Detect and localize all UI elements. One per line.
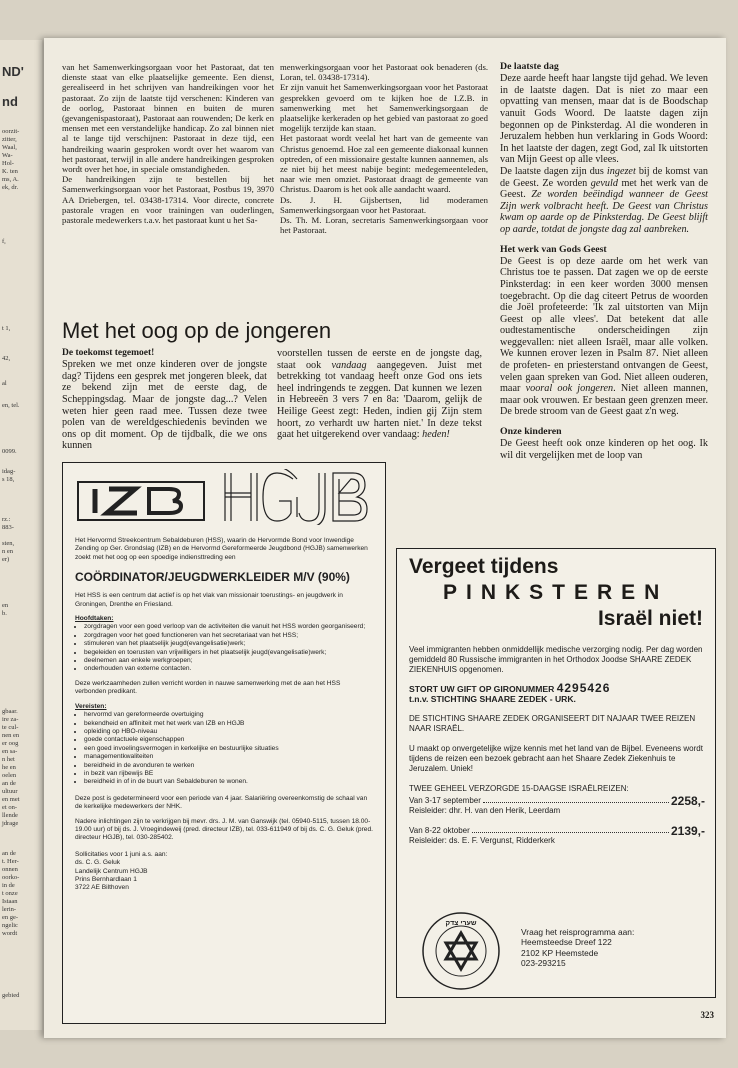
ad-tasks-label: Hoofdtaken: <box>75 615 114 623</box>
ad-position: COÖRDINATOR/JEUGDWERKLEIDER M/V (90%) <box>75 570 350 585</box>
ad-task: • onderhouden van externe contacten. <box>84 665 373 673</box>
ad-requirements-list <box>75 711 373 787</box>
page-number: 323 <box>700 1010 714 1020</box>
prev-page-fragment: ms, A. <box>2 176 19 183</box>
prev-page-fragment: in de <box>2 882 15 889</box>
ad-requirement: • een goed invoelingsvermogen in kerkelijke en bestuurlijke situaties <box>84 745 373 753</box>
prev-page-fragment: llende <box>2 812 18 819</box>
prev-page-fragment: en, tel. <box>2 402 20 409</box>
prev-page-fragment: wordt <box>2 930 18 937</box>
ad-requirement: • managementkwaliteiten <box>84 753 373 761</box>
prev-page-fragment: ngelic <box>2 922 18 929</box>
ad-requirements-label: Vereisten: <box>75 702 107 710</box>
prev-page-fragment: jdrage <box>2 820 19 827</box>
prev-page-fragment: lerin- <box>2 906 17 913</box>
prev-page-fragment: er) <box>2 556 10 563</box>
prev-page-fragment: s 18, <box>2 476 15 483</box>
prev-page-fragment: 42, <box>2 355 11 362</box>
col2-paragraph-1: menwerkingsorgaan voor het Pastoraat ook benaderen (ds. Loran, tel. 03438-17314). <box>280 62 488 83</box>
contact-info: Vraag het reisprogramma aan: Heemsteedse Dreef 122 2102 KP Heemstede 023-293215 <box>521 927 635 969</box>
ad-task: • deelnemen aan enkele werkgroepen; <box>84 657 373 665</box>
prev-page-fragment: f, <box>2 238 6 245</box>
prev-page-fragment: Wa- <box>2 152 13 159</box>
israel-intro: Veel immigranten hebben onmiddellijk medische verzorging nodig. Per dag worden gemiddeld 80 Russische immigranten in het Orthodox Joodse SHAARE ZEDEK ZIEKENHUIS opgenomen. <box>409 645 703 674</box>
prev-page-fragment: nd <box>2 94 18 109</box>
prev-page-fragment: 883- <box>2 524 14 531</box>
prev-page-fragment: ND' <box>2 64 24 79</box>
ad-tasks-list <box>75 623 373 673</box>
prev-page-fragment: Istaan <box>2 898 18 905</box>
article-right-text: voorstellen tussen de eerste en de jongste dag, staat ook vandaag aangegeven. Juist met betrekking tot vandaag heeft onze God ons iets heel indringends te zeggen. Dat kunnen we lezen in Hebreeën 3 vers 7 en 8a: 'Daarom, gelijk de Heilige Geest zegt: Heden, indien gij Zijn stem hoort, zo verhardt uw harten niet.' In deze tekst gaat het uitgerekend over vandaag: heden! <box>277 348 482 441</box>
col3-paragraph-3: De Geest is op deze aarde om het werk van Christus toe te passen. Dat zagen we op de eerste Pinksterdag: in een keer worden 3000 mensen toegebracht. Op die dag citeert Petrus de woorden die Joël profeteerde: 'Ik zal uitstorten van Mijn Geest op alle vlees'. Dat betekent dat alle oudtestamentische onderscheidingen zijn weggevallen: niet alleen Israël, maar alle volken. We kunnen erover lezen in Psalm 87. Niet alleen de profeten- en priesterstand ontvangen de Geest, velen gaan spreken van God. Niet alleen ouderen, maar vooral ook jongeren. Niet alleen mannen, maar ook vrouwen. Er bestaan geen grenzen meer. De brede stroom van de Geest gaat z'n weg. <box>500 255 708 418</box>
ad-collaboration: Deze werkzaamheden zullen verricht worden in nauwe samenwerking met de aan het HSS verbonden predikant. <box>75 679 341 696</box>
prev-page-fragment: he en <box>2 764 16 771</box>
prev-page-fragment: oelen <box>2 772 17 779</box>
section-heading: Het werk van Gods Geest <box>500 243 607 255</box>
ad-intro: Het Hervormd Streekcentrum Sebaldeburen (HSS), waarin de Hervormde Bond voor Inwendige Zending op Ger. Grondslag (IZB) en de Hervormd Gereformeerde Jeugdbond (HGJB) samenwerken zoekt met het oog op een spoedige indiensttreding een <box>75 537 368 561</box>
prev-page-fragment: n en <box>2 548 14 555</box>
prev-page-fragment: 0099. <box>2 448 17 455</box>
prev-page-fragment: gebied <box>2 992 20 999</box>
trips-announcement: DE STICHTING SHAARE ZEDEK ORGANISEERT DIT NAJAAR TWEE REIZEN NAAR ISRAËL. <box>409 714 696 733</box>
prev-page-fragment: en met <box>2 796 20 803</box>
ad-requirement: • bekendheid en affiniteit met het werk van IZB en HGJB <box>84 720 373 728</box>
prev-page-fragment: ire za- <box>2 716 19 723</box>
col2-paragraph-3: Het pastoraat wordt veelal het hart van de gemeente van Christus genoemd. Hoe zal een gemeente diakonaal kunnen optreden, of een missionaire gestalte kunnen aannemen, als ze niet bij het meest nabije begint: medegemeenteleden, naar wie men omziet. Pastoraat draagt de gemeente van Christus. Daarom is het ook alle aandacht waard. <box>280 133 488 195</box>
shaare-zedek-advert <box>396 548 716 998</box>
section-heading: De laatste dag <box>500 61 559 72</box>
trip-1-price: 2258,- <box>670 794 705 808</box>
previous-page-strip <box>0 40 42 1030</box>
ad-hss-description: Het HSS is een centrum dat actief is op het vlak van missionair toerustings- en jeugdwerk in Groningen, Drenthe en Friesland. <box>75 592 343 608</box>
prev-page-fragment: en ge- <box>2 914 19 921</box>
prev-page-fragment: an de <box>2 780 16 787</box>
ad-apply-address: Sollicitaties voor 1 juni a.s. aan: ds. C. G. Geluk Landelijk Centrum HGJB Prins Bernhardlaan 1 3722 AE Bilthoven <box>75 850 168 892</box>
gift-line-2: t.n.v. STICHTING SHAARE ZEDEK - URK. <box>409 694 576 704</box>
prev-page-fragment: en sa- <box>2 748 18 755</box>
prev-page-fragment: te cul- <box>2 724 19 731</box>
hgjb-logo <box>221 469 371 525</box>
prev-page-fragment: ek, dr. <box>2 184 19 191</box>
gift-line: STORT UW GIFT OP GIRONUMMER 4295426 <box>409 681 611 695</box>
trip-2-line: Van 8-22 oktober 2139,- <box>409 824 705 838</box>
prev-page-fragment: en <box>2 602 9 609</box>
prev-page-fragment: onnen <box>2 866 18 873</box>
prev-page-fragment: oorko- <box>2 874 20 881</box>
giro-number: 4295426 <box>556 681 611 695</box>
prev-page-fragment: zitter, <box>2 136 17 143</box>
prev-page-fragment: et on- <box>2 804 17 811</box>
ad-requirement: • bereidheid in of in de buurt van Sebaldeburen te wonen. <box>84 778 373 786</box>
trips-heading: TWEE GEHEEL VERZORGDE 15-DAAGSE ISRAËLREIZEN: <box>409 784 629 793</box>
ad-task: • zorgdragen voor een goed verloop van de activiteiten die vanuit het HSS worden georganiseerd; <box>84 623 373 631</box>
hss-job-advert <box>62 462 386 1024</box>
ad-task: • stimuleren van het plaatselijk jeugd(evangelisatie)werk; <box>84 640 373 648</box>
ad-term: Deze post is gedetermineerd voor een periode van 4 jaar. Salariëring overeenkomstig de schaal van de kerkelijke medewerkers der NHK. <box>75 794 368 811</box>
prev-page-fragment: er oog <box>2 740 19 747</box>
prev-page-fragment: Hol- <box>2 160 14 167</box>
izb-logo <box>77 481 205 521</box>
prev-page-fragment: t onze <box>2 890 18 897</box>
column-1 <box>62 62 274 225</box>
col3-paragraph-4: De Geest heeft ook onze kinderen op het oog. Ik wil dit vergelijken met de loop van <box>500 438 708 461</box>
col2-signature-1: Ds. J. H. Gijsbertsen, lid moderamen Samenwerkingsorgaan voor het Pastoraat. <box>280 194 488 215</box>
ad-headline-1: Vergeet tijdens <box>409 555 559 578</box>
trip-2-leader: Reisleider: ds. E. F. Vergunst, Ridderkerk <box>409 836 555 845</box>
svg-text:שערי צדק: שערי צדק <box>445 920 477 927</box>
prev-page-fragment: rz.: <box>2 516 11 523</box>
col3-paragraph-1: Deze aarde heeft haar langste tijd gehad. We leven in de laatste dagen. Dat is niet zo maar een opvatting van mensen, maar dat is de Boodschap vanuit Gods Woord. De laatste dagen zijn begonnen op de Pinksterdag. Al die wonderen in Jeruzalem hebben hun verklaring in Gods Woord: In het laatste der dagen, zegt God, zal Ik uitstorten van Mijn Geest op alle vlees. <box>500 73 708 166</box>
ad-requirement: • in bezit van rijbewijs BE <box>84 770 373 778</box>
prev-page-fragment: K. ten <box>2 168 18 175</box>
article-subhead: De toekomst tegemoet! <box>62 348 155 358</box>
trip-1-line: Van 3-17 september 2258,- <box>409 794 705 808</box>
prev-page-fragment: ultuur <box>2 788 18 795</box>
section-heading: Onze kinderen <box>500 426 562 438</box>
ad-requirement: • bereidheid in de avonduren te werken <box>84 762 373 770</box>
article-title: Met het oog op de jongeren <box>62 318 332 343</box>
col3-paragraph-2: De laatste dagen zijn dus ingezet bij de komst van de Geest. Ze worden gevuld met het werk van de Geest. Ze worden beëindigd wanneer de Geest Zijn werk volbracht heeft. De Geest van Christus kwam op aarde op de Pinksterdag. De Geest blijft op aarde, totdat de jongste dag zal aanbreken. <box>500 165 708 235</box>
ad-requirement: • opleiding op HBO-niveau <box>84 728 373 736</box>
prev-page-fragment: t. Her- <box>2 858 19 865</box>
prev-page-fragment: idag- <box>2 468 16 475</box>
prev-page-fragment: oorzit- <box>2 128 20 135</box>
col2-signature-2: Ds. Th. M. Loran, secretaris Samenwerkingsorgaan voor het Pastoraat. <box>280 215 488 236</box>
trip-2-price: 2139,- <box>670 824 705 838</box>
prev-page-fragment: nen en <box>2 732 20 739</box>
prev-page-fragment: b. <box>2 610 7 617</box>
trip-1-leader: Reisleider: dhr. H. van den Herik, Leerdam <box>409 806 561 815</box>
column-3 <box>500 62 708 461</box>
article-left-text: Spreken we met onze kinderen over de jongste dag? Tijdens een gesprek met jongeren bleek, dat ze bekend zijn met de eerste dag, de Scheppingsdag. Maar de jongste dag...? Velen weten hier geen raad mee. Tussen deze twee polen van de wereldgeschiedenis bevinden we ons op dit moment. Op de tijdbalk, die we ons kunnen <box>62 359 267 452</box>
shaare-zedek-seal <box>421 911 501 991</box>
prev-page-fragment: t 1, <box>2 325 11 332</box>
ad-requirement: • hervormd van gereformeerde overtuiging <box>84 711 373 719</box>
column-2 <box>280 62 488 235</box>
prev-page-fragment: sten, <box>2 540 15 547</box>
ad-requirement: • goede contactuele eigenschappen <box>84 736 373 744</box>
prev-page-fragment: Waal, <box>2 144 17 151</box>
col2-paragraph-2: Er zijn vanuit het Samenwerkingsorgaan voor het Pastoraat gesprekken gevoerd om te kijken hoe de I.Z.B. in samenwerking met het Samenwerkingsorgaan de plaatselijke kerkeraden op het gebied van pastoraat zo goed mogelijk terzijde kan staan. <box>280 82 488 134</box>
ad-task: • zorgdragen voor het goed functioneren van het secretariaat van het HSS; <box>84 632 373 640</box>
ad-info: Nadere inlichtingen zijn te verkrijgen bij mevr. drs. J. M. van Ganswijk (tel. 05940-5115, tussen 18.00-19.00 uur) of bij ds. J. Vroegindeweij (pred. directeur IZB), tel. 033-611949 of bij ds. C. G. Geluk (pred. directeur HGJB), tel. 030-285402. <box>75 817 373 842</box>
ad-headline-2: PINKSTEREN <box>443 581 669 604</box>
prev-page-fragment: an de <box>2 850 16 857</box>
ad-task: • begeleiden en toerusten van vrijwilligers in het plaatselijk jeugd(evangelisatie)werk; <box>84 649 373 657</box>
ad-headline-3: Israël niet! <box>597 607 703 630</box>
trips-invite: U maakt op onvergetelijke wijze kennis met het land van de Bijbel. Eveneens wordt tijdens de reizen een bezoek gebracht aan het Shaare Zedek Ziekenhuis te Jeruzalem. Uniek! <box>409 744 703 773</box>
prev-page-fragment: n het <box>2 756 15 763</box>
col1-paragraph-2: De handreikingen zijn te bestellen bij het Samenwerkingsorgaan voor het Pastoraat, Postbus 19, 3970 AA Driebergen, tel. 03438-17314. Voor directe, concrete pastorale vragen en voor trainingen van ouderlingen, pastorale medewerkers t.a.v. het pastoraat kunt u het Sa- <box>62 174 274 226</box>
col1-paragraph-1: van het Samenwerkingsorgaan voor het Pastoraat, dat ten dienste staat van elke plaatselijke gemeente. Een dienst, gerealiseerd in het schrijven van handreikingen voor het pastoraat. Zo zijn de laatste tijd verschenen: Kinderen van de oorlog, Pastoraat binnen en buiten de muren (gevangenispastoraat), Pastoraat aan rouwenden; De kerk en mensen met een verstandelijke handicap. Zo zal binnen niet al te lange tijd verschijnen: Pastoraat in deze tijd, een handreiking waarin gesproken wordt over het waarom van het pastoraat, terwijl in alle andere handreikingen gesproken wordt over het hoe, in speciale omstandigheden. <box>62 62 274 175</box>
prev-page-fragment: al <box>2 380 7 387</box>
prev-page-fragment: gbaar. <box>2 708 18 715</box>
article-body <box>62 348 482 452</box>
